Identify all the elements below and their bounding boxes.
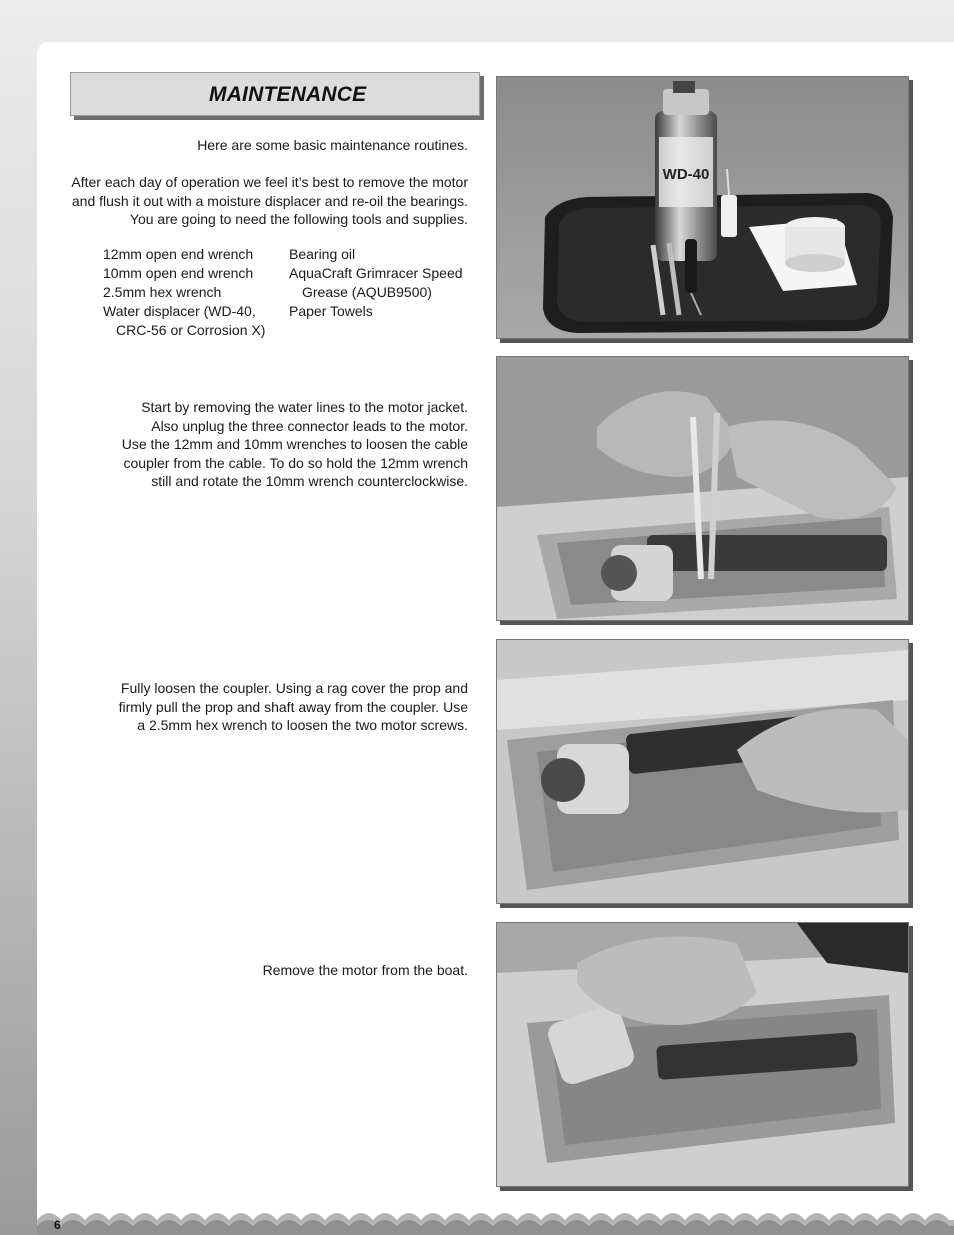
text-line: After each day of operation we feel it’s best to remove the motor <box>71 174 468 190</box>
text-line: coupler from the cable. To do so hold the 12mm wrench <box>123 454 468 471</box>
step3-text: Remove the motor from the boat. <box>262 962 468 978</box>
text-line: still and rotate the 10mm wrench counterclockwise. <box>151 473 468 490</box>
tool-item: Grease (AQUB9500) <box>302 284 432 300</box>
tool-item: Paper Towels <box>289 303 373 319</box>
wd40-can-label: WD-40 <box>662 166 710 183</box>
text-line: firmly pull the prop and shaft away from the coupler. Use <box>118 698 468 715</box>
text-line: Start by removing the water lines to the motor jacket. <box>141 399 468 415</box>
section-title: MAINTENANCE <box>209 83 367 106</box>
tool-item: AquaCraft Grimracer Speed <box>289 265 463 281</box>
photo-tools-tray <box>496 76 909 339</box>
page-number: 6 <box>54 1218 61 1232</box>
tool-item: CRC-56 or Corrosion X) <box>116 322 266 338</box>
tools-list-left <box>103 245 265 340</box>
text-line: Also unplug the three connector leads to the motor. <box>151 417 468 434</box>
text-line: Fully loosen the coupler. Using a rag cover the prop and <box>120 680 468 696</box>
step1-text <box>122 398 468 491</box>
section-header <box>70 72 480 116</box>
tools-list-right <box>289 245 463 321</box>
tool-item: 10mm open end wrench <box>103 265 254 281</box>
text-line: You are going to need the following tools and supplies. <box>129 211 468 228</box>
text-line: a 2.5mm hex wrench to loosen the two motor screws. <box>137 717 468 734</box>
paragraph-intro-maintenance <box>71 173 468 229</box>
intro-text: Here are some basic maintenance routines. <box>197 137 468 153</box>
photo-loosen-coupler <box>496 356 909 621</box>
text-line: Use the 12mm and 10mm wrenches to loosen the cable <box>121 436 468 453</box>
tool-item: Bearing oil <box>289 246 356 262</box>
tool-item: 12mm open end wrench <box>103 246 254 262</box>
step2-text <box>119 679 468 735</box>
text-line: and flush it out with a moisture displacer and re-oil the bearings. <box>71 192 468 209</box>
footer-wave-border <box>37 1198 954 1235</box>
tool-item: 2.5mm hex wrench <box>103 284 222 300</box>
tool-item: Water displacer (WD-40, <box>103 303 256 319</box>
photo-pull-shaft <box>496 639 909 904</box>
photo-remove-motor <box>496 922 909 1187</box>
